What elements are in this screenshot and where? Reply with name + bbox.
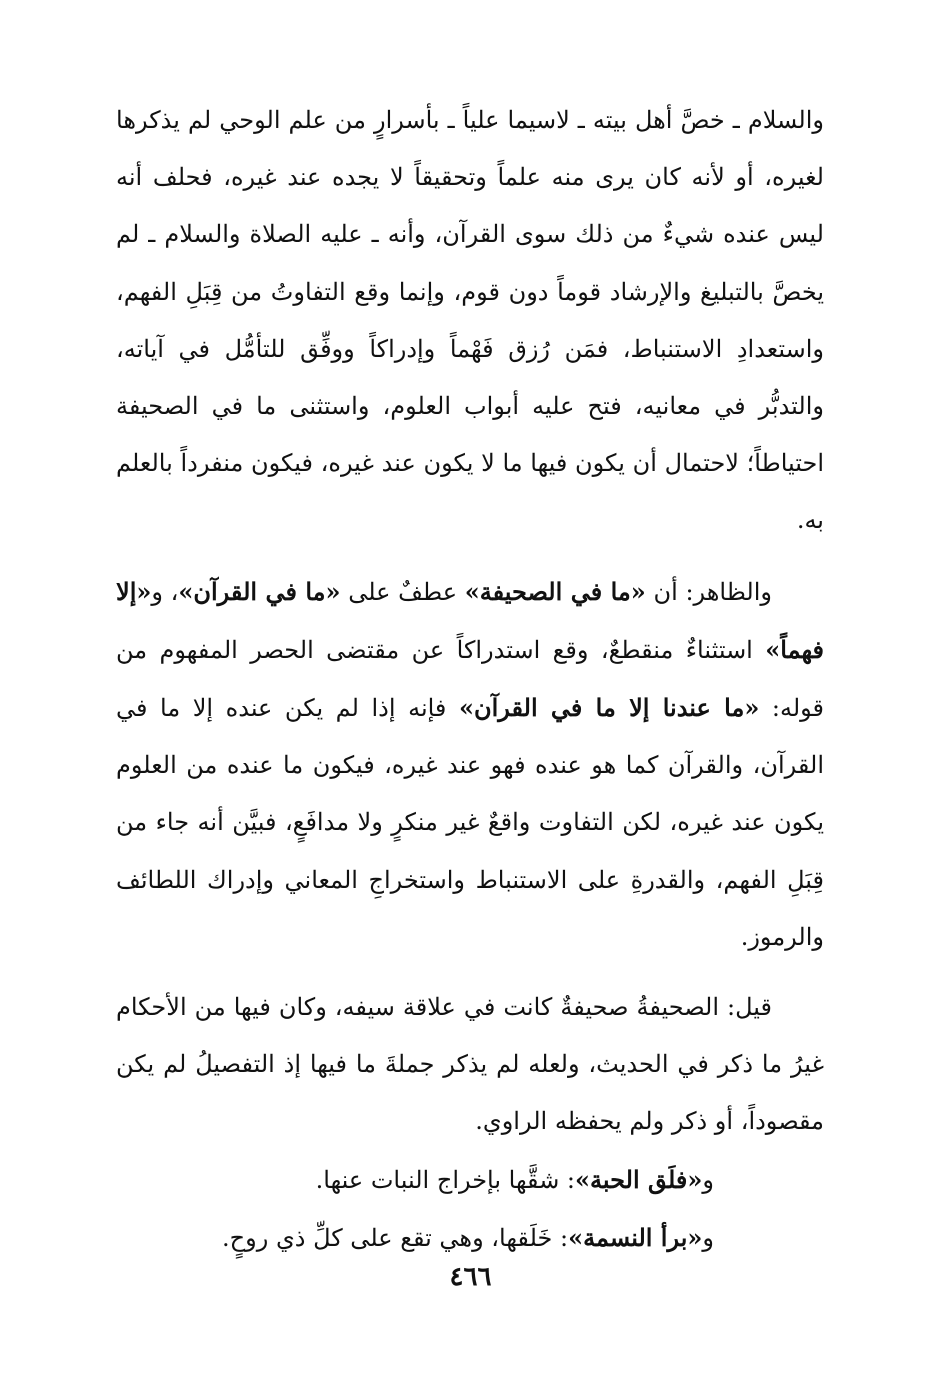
paragraph-1 bbox=[116, 92, 824, 550]
text-run: قيل: الصحيفةُ صحيفةٌ كانت في علاقة سيفه، وكان فيها من الأحكام غيرُ ما ذكر في الحديث، ولعله لم يذكر جملةَ ما فيها إذ التفصيلُ لم يكن مقصوداً، أو ذكر ولم يحفظه الراوي. bbox=[116, 993, 824, 1136]
text-run: والسلام ـ خصَّ أهل بيته ـ لاسيما علياً ـ بأسرارٍ من علم الوحي لم يذكرها لغيره، أو لأنه كان يرى منه علماً وتحقيقاً لا يجده عند غيره، فحلف أنه ليس عنده شيءٌ من ذلك سوى القرآن، وأنه ـ عليه الصلاة والسلام ـ لم يخصَّ بالتبليغ والإرشاد قوماً دون قوم، وإنما وقع التفاوتُ من قِبَلِ الفهم، واستعدادِ الاستنباط، فمَن رُزق فَهْماً وإدراكاً ووفِّق للتأمُّل في آياته، والتدبُّر في معانيه، فتح عليه أبواب العلوم، واستثنى ما في الصحيفة احتياطاً؛ لاحتمال أن يكون فيها ما لا يكون عند غيره، فيكون منفرداً بالعلم به. bbox=[116, 106, 824, 535]
text-run: استثناءٌ منقطعٌ، وقع استدراكاً عن مقتضى الحصر المفهوم من قوله: bbox=[116, 635, 825, 723]
paragraph-2 bbox=[116, 563, 824, 966]
text-run: : خَلَقها، وهي تقع على كلِّ ذي روحٍ. bbox=[222, 1223, 569, 1252]
page-number: ٤٦٦ bbox=[449, 1262, 492, 1292]
text-run: ، و bbox=[151, 577, 179, 606]
page-body bbox=[116, 92, 824, 1267]
text-run: والظاهر: أن bbox=[645, 577, 772, 606]
quoted-term: «ما في الصحيفة» bbox=[464, 576, 646, 606]
text-run: : شقَّها بإخراج النبات عنها. bbox=[315, 1165, 576, 1194]
quoted-term: «ما عندنا إلا ما في القرآن» bbox=[458, 693, 760, 723]
quoted-term: «ما في القرآن» bbox=[178, 576, 341, 606]
paragraph-3 bbox=[116, 979, 824, 1151]
text-run: فإنه إذا لم يكن عنده إلا ما في القرآن، والقرآن كما هو عنده فهو عند غيره، فيكون ما عنده من العلوم يكون عند غيره، لكن التفاوت واقعٌ غير منكرٍ ولا مدافَعٍ، فبيَّن أنه جاء من قِبَلِ الفهم، والقدرةِ على الاستنباط واستخراجِ المعاني وإدراك اللطائف والرموز. bbox=[116, 694, 824, 951]
text-run: و bbox=[702, 1165, 714, 1194]
paragraph-4 bbox=[116, 1151, 824, 1209]
paragraph-5 bbox=[116, 1209, 824, 1267]
text-run: عطفٌ على bbox=[340, 577, 465, 606]
quoted-term: «إلا فهماً» bbox=[116, 576, 824, 664]
text-run: و bbox=[702, 1223, 714, 1252]
quoted-term: «برأ النسمة» bbox=[568, 1222, 703, 1252]
quoted-term: «فلَق الحبة» bbox=[575, 1164, 703, 1194]
